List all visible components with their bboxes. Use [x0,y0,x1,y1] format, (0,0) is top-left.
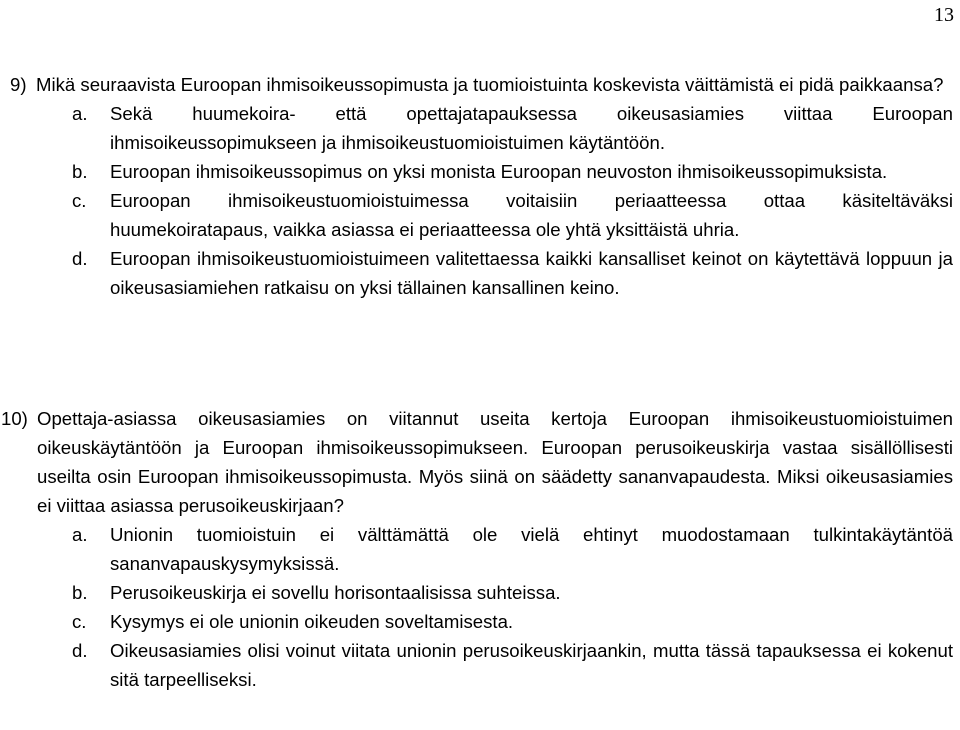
option-c [0,607,960,636]
option-text: Euroopan ihmisoikeustuomioistuimeen valitettaessa kaikki kansalliset keinot on käytettävä loppuun ja oikeusasiamiehen ratkaisu on yksi tällainen kansallinen keino. [110,248,953,298]
option-letter: d. [72,248,88,269]
question-number: 10) [1,408,28,429]
question-10 [0,404,960,694]
option-letter: c. [72,190,87,211]
question-number: 9) [10,74,27,95]
option-a [0,520,960,578]
option-b [0,157,960,186]
option-text: Kysymys ei ole unionin oikeuden soveltamisesta. [110,611,514,632]
question-text: Opettaja-asiassa oikeusasiamies on viitannut useita kertoja Euroopan ihmisoikeustuomioistuimen oikeuskäytäntöön ja Euroopan ihmisoikeussopimukseen. Euroopan perusoikeuskirja vastaa sisällöllisesti useilta osin Euroopan ihmisoikeussopimusta. Myös siinä on säädetty sananvapaudesta. Miksi oikeusasiamies ei viittaa asiassa perusoikeuskirjaan? [37,408,953,516]
option-d [0,636,960,694]
option-d [0,244,960,302]
option-b [0,578,960,607]
option-text: Euroopan ihmisoikeustuomioistuimessa voitaisiin periaatteessa ottaa käsiteltäväksi huumekoiratapaus, vaikka asiassa ei periaatteessa ole yhtä yksittäistä uhria. [110,190,953,240]
page-number: 13 [934,4,954,26]
option-text: Oikeusasiamies olisi voinut viitata unionin perusoikeuskirjaankin, mutta tässä tapauksessa ei kokenut sitä tarpeelliseksi. [110,640,953,690]
option-letter: a. [72,524,88,545]
option-text: Sekä huumekoira- että opettajatapauksessa oikeusasiamies viittaa Euroopan ihmisoikeussopimukseen ja ihmisoikeustuomioistuimen käytäntöön. [110,103,953,153]
answer-options [0,99,960,302]
option-text: Perusoikeuskirja ei sovellu horisontaalisissa suhteissa. [110,582,561,603]
question-text: Mikä seuraavista Euroopan ihmisoikeussopimusta ja tuomioistuinta koskevista väittämistä ei pidä paikkaansa? [36,74,944,95]
option-text: Unionin tuomioistuin ei välttämättä ole vielä ehtinyt muodostamaan tulkintakäytäntöä sananvapauskysymyksissä. [110,524,953,574]
question-stem [0,70,960,99]
option-letter: b. [72,582,88,603]
answer-options [0,520,960,694]
option-text: Euroopan ihmisoikeussopimus on yksi monista Euroopan neuvoston ihmisoikeussopimuksista. [110,161,888,182]
option-a [0,99,960,157]
option-letter: d. [72,640,88,661]
option-c [0,186,960,244]
option-letter: a. [72,103,88,124]
question-9 [0,70,960,302]
option-letter: c. [72,611,87,632]
option-letter: b. [72,161,88,182]
question-stem [0,404,960,520]
